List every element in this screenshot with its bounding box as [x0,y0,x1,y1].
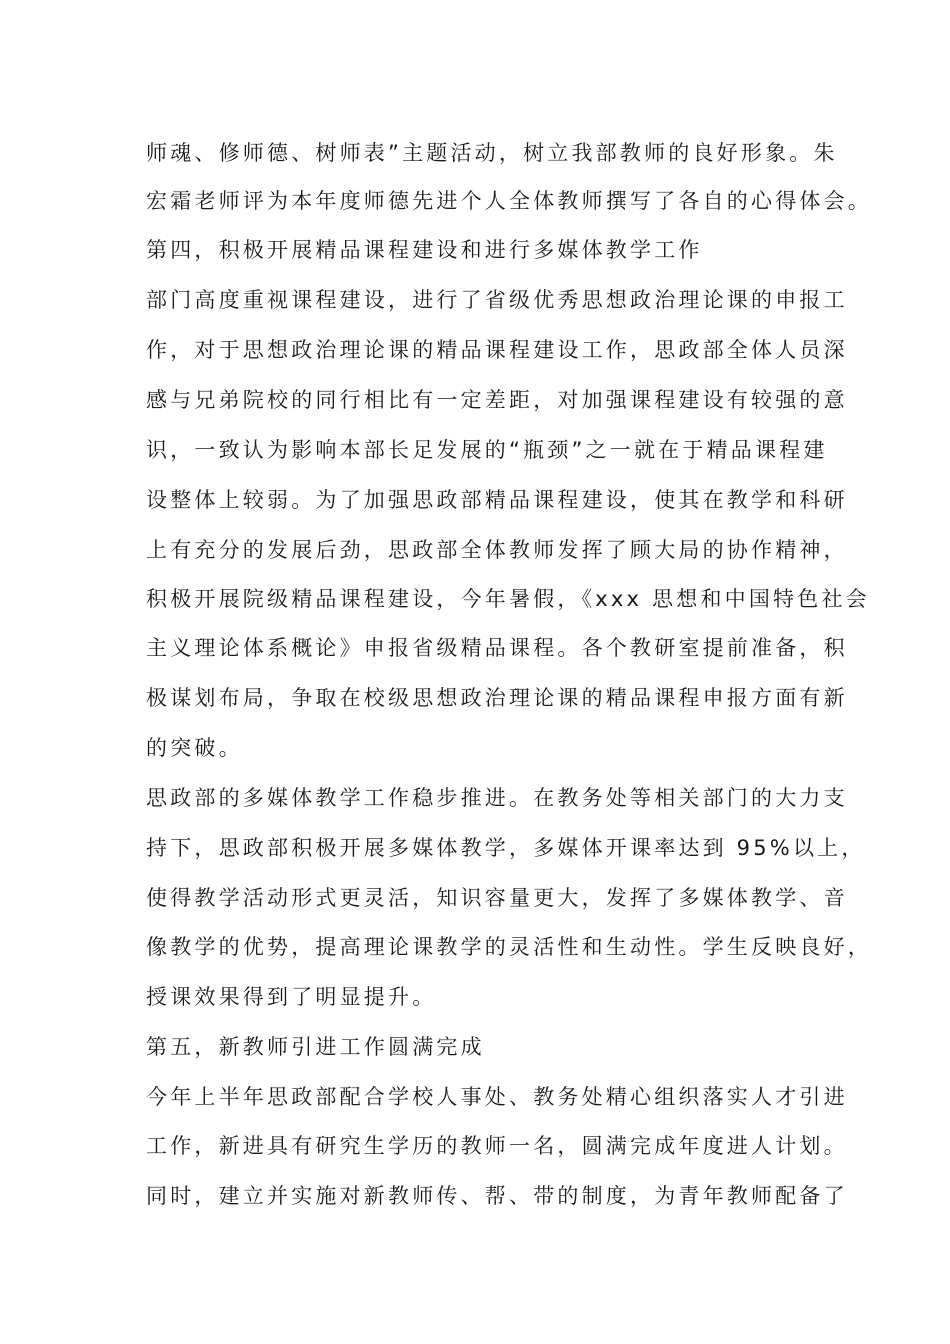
text-line: 感与兄弟院校的同行相比有一定差距，对加强课程建设有较强的意 [146,388,848,412]
text-line: 设整体上较弱。为了加强思政部精品课程建设，使其在教学和科研 [146,488,848,512]
text-line: 授课效果得到了明显提升。 [146,985,437,1009]
section-heading: 第五，新教师引进工作圆满完成 [146,1035,485,1059]
text-line: 持下，思政部积极开展多媒体教学，多媒体开课率达到 95%以上， [146,836,866,860]
text-line: 今年上半年思政部配合学校人事处、教务处精心组织落实人才引进 [146,1085,848,1109]
text-line: 像教学的优势，提高理论课教学的灵活性和生动性。学生反映良好， [146,935,872,959]
text-line: 主义理论体系概论》申报省级精品课程。各个教研室提前准备，积 [146,636,848,660]
text-line: 的突破。 [146,736,243,760]
text-line: 作，对于思想政治理论课的精品课程建设工作，思政部全体人员深 [146,338,848,362]
text-line: 上有充分的发展后劲，思政部全体教师发挥了顾大局的协作精神， [146,538,848,562]
text-line: 师魂、修师德、树师表”主题活动，树立我部教师的良好形象。朱 [146,141,838,165]
text-line: 宏霜老师评为本年度师德先进个人全体教师撰写了各自的心得体会。 [146,189,872,213]
section-heading: 第四，积极开展精品课程建设和进行多媒体教学工作 [146,238,703,262]
text-line: 积极开展院级精品课程建设，今年暑假，《xxx 思想和中国特色社会 [146,587,870,611]
text-line: 使得教学活动形式更灵活，知识容量更大，发挥了多媒体教学、音 [146,886,848,910]
text-line: 同时，建立并实施对新教师传、帮、带的制度，为青年教师配备了 [146,1184,848,1208]
text-line: 工作，新进具有研究生学历的教师一名，圆满完成年度进人计划。 [146,1134,848,1158]
text-line: 思政部的多媒体教学工作稳步推进。在教务处等相关部门的大力支 [146,786,848,810]
text-line: 部门高度重视课程建设，进行了省级优秀思想政治理论课的申报工 [146,288,848,312]
text-line: 极谋划布局，争取在校级思想政治理论课的精品课程申报方面有新 [146,686,848,710]
text-line: 识，一致认为影响本部长足发展的“瓶颈”之一就在于精品课程建 [146,438,828,462]
